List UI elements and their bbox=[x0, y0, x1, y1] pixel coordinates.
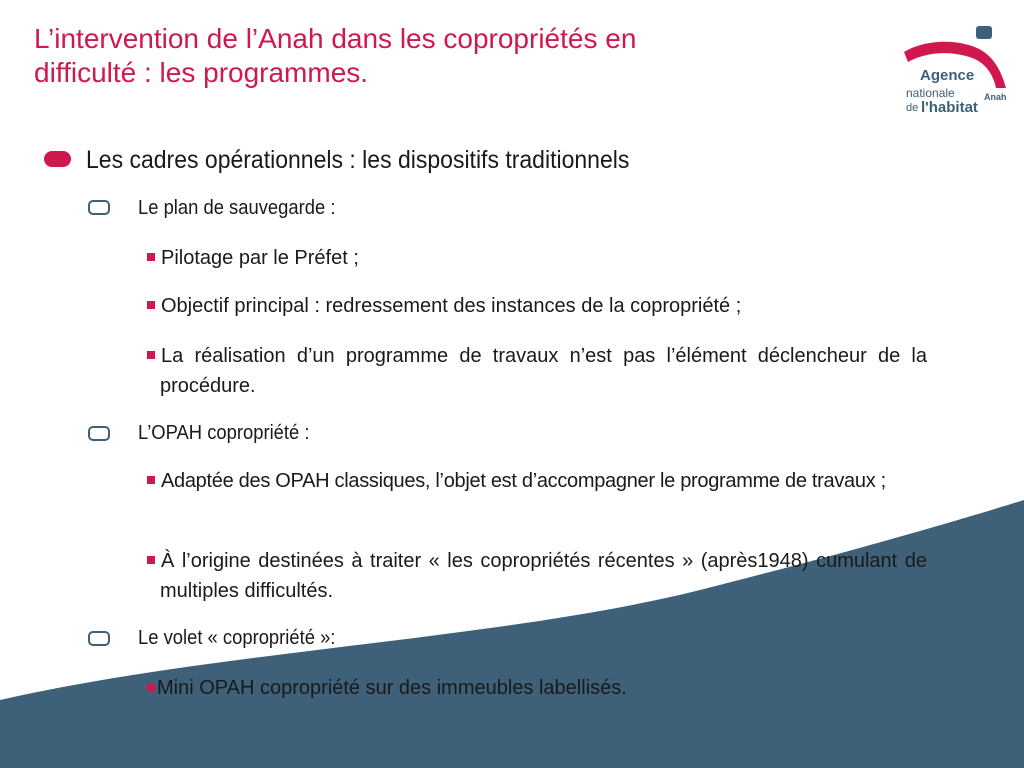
section-label: Le plan de sauvegarde : bbox=[138, 197, 336, 219]
list-item: Pilotage par le Préfet ; bbox=[160, 243, 927, 273]
list-item: Objectif principal : redressement des instances de la copropriété ; bbox=[160, 291, 927, 321]
square-bullet-icon bbox=[147, 301, 155, 309]
square-bullet-icon bbox=[147, 683, 155, 691]
square-bullet-icon bbox=[147, 253, 155, 261]
logo-agence: Agence bbox=[920, 67, 975, 84]
slide-title-line-1: L’intervention de l’Anah dans les copropriétés en bbox=[34, 23, 637, 54]
section-bullet-icon bbox=[88, 631, 110, 646]
heading-bullet-icon bbox=[44, 151, 71, 167]
list-item: Mini OPAH copropriété sur des immeubles labellisés. bbox=[160, 673, 927, 703]
section-bullet-icon bbox=[88, 200, 110, 215]
section-bullet-icon bbox=[88, 426, 110, 441]
square-bullet-icon bbox=[147, 476, 155, 484]
list-item: À l’origine destinées à traiter « les copropriétés récentes » (après1948) cumulant de multiples difficultés. bbox=[160, 546, 927, 606]
main-heading: Les cadres opérationnels : les dispositifs traditionnels bbox=[86, 146, 630, 174]
logo-de: de bbox=[906, 102, 919, 114]
logo-anah: Anah bbox=[984, 92, 1007, 102]
list-item: La réalisation d’un programme de travaux n’est pas l’élément déclencheur de la procédure. bbox=[160, 341, 927, 401]
section-label: Le volet « copropriété »: bbox=[138, 627, 336, 649]
square-bullet-icon bbox=[147, 351, 155, 359]
list-item: Adaptée des OPAH classiques, l’objet est d’accompagner le programme de travaux ; bbox=[160, 466, 927, 496]
square-bullet-icon bbox=[147, 556, 155, 564]
logo-habitat: l'habitat bbox=[921, 99, 978, 116]
slide-title-line-2: difficulté : les programmes. bbox=[34, 57, 369, 88]
section-label: L’OPAH copropriété : bbox=[138, 422, 310, 444]
logo-nationale: nationale bbox=[906, 86, 955, 100]
